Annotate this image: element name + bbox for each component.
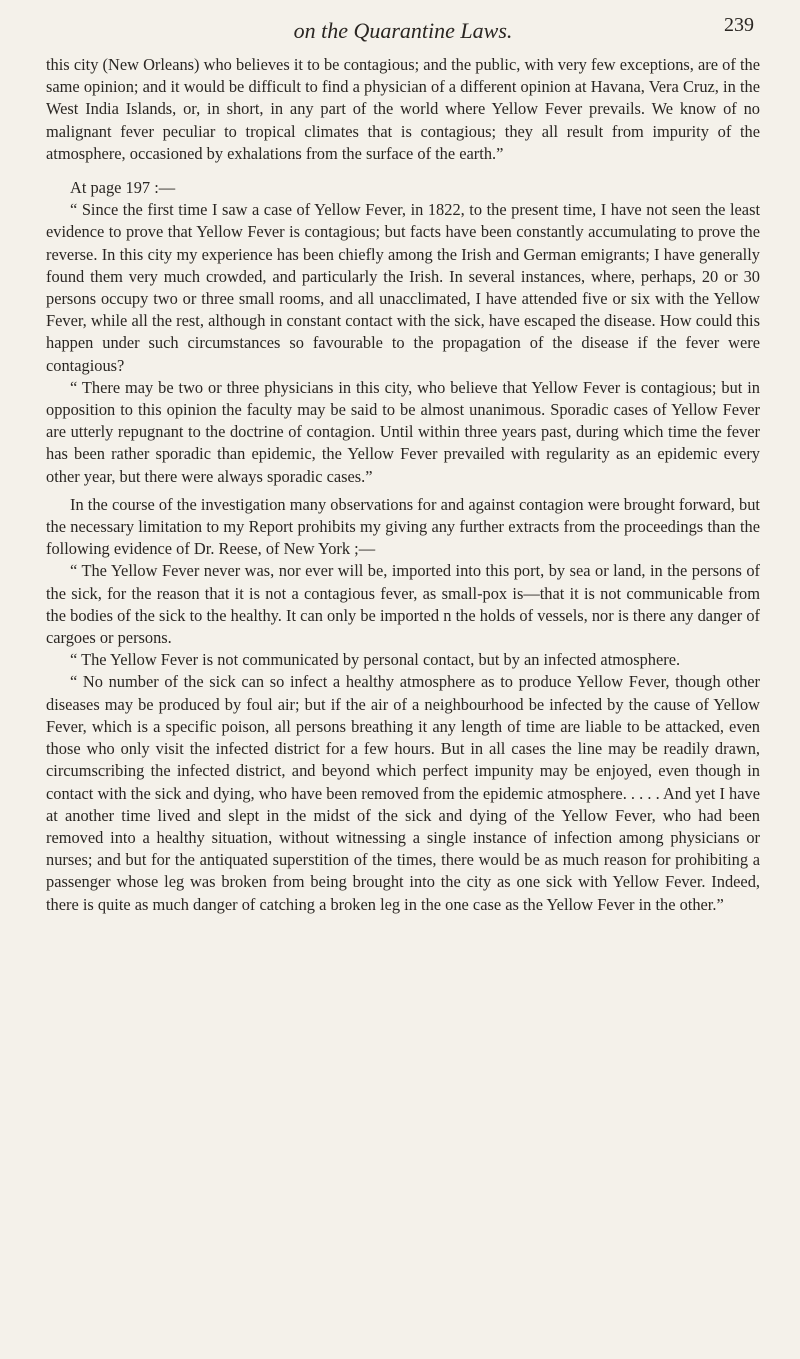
page-header xyxy=(46,14,760,54)
running-head: on the Quarantine Laws. xyxy=(293,18,513,43)
paragraph-quote-reese-contact: “ The Yellow Fever is not communicated by personal contact, but by an infected atmosphere. xyxy=(70,650,681,670)
body-text xyxy=(46,54,760,916)
paragraph-continuation: this city (New Orleans) who believes it to be contagious; and the public, with very few exceptions, are of the same opinion; and it would be difficult to find a physician of a different opinion at Havana, Vera Cruz, in the West India Islands, or, in short, in any part of the world where Yellow Fever prevails. We know of no malignant fever peculiar to tropical climates that is contagious; they all result from impurity of the atmosphere, occasioned by exhalations from the surface of the earth.” xyxy=(46,55,760,163)
paragraph-page-reference: At page 197 :— xyxy=(70,178,176,198)
paragraph-investigation: In the course of the investigation many observations for and against contagion were brought forward, but the necessary limitation to my Report prohibits my giving any further extracts from the proceedings than the following evidence of Dr. Reese, of New York ;— xyxy=(46,494,760,559)
paragraph-quote-reese-import: “ The Yellow Fever never was, nor ever will be, imported into this port, by sea or land, in the persons of the sick, for the reason that it is not a contagious fever, as small-pox is—that it is not communicable from the bodies of the sick to the healthy. It can only be imported n the holds of vessels, nor is there any danger of cargoes or persons. xyxy=(46,561,760,648)
paragraph-quote-physicians: “ There may be two or three physicians in this city, who believe that Yellow Fever is contagious; but in opposition to this opinion the faculty may be said to be almost unanimous. Sporadic cases of Yellow Fever are utterly repugnant to the doctrine of contagion. Until within three years past, during which time the fever has been rather sporadic than epidemic, the Yellow Fever prevailed with regularity as an epidemic every other year, but there were always sporadic cases.” xyxy=(46,377,760,486)
paragraph-quote-reese-atmosphere: “ No number of the sick can so infect a healthy atmosphere as to produce Yellow Fever, though other diseases may be produced by foul air; but if the air of a neighbourhood be infected by the cause of Yellow Fever, which is a specific poison, all persons breathing it any length of time are liable to be attacked, even those who only visit the infected district for a few hours. But in all cases the line may be readily drawn, circumscribing the infected district, and beyond which perfect impunity may be enjoyed, even though in contact with the sick and dying, who have been removed from the epidemic atmosphere. . . . . And yet I have at another time lived and slept in the midst of the sick and dying of the Yellow Fever, who had been removed into a healthy situation, without witnessing a single instance of infection among physicians or nurses; and but for the antiquated superstition of the times, there would be as much reason for prohibiting a passenger whose leg was broken from being brought into the city as one sick with Yellow Fever. Indeed, there is quite as much danger of catching a broken leg in the one case as the Yellow Fever in the other.” xyxy=(46,672,760,914)
page-number: 239 xyxy=(724,14,754,36)
paragraph-quote-since: “ Since the first time I saw a case of Yellow Fever, in 1822, to the present time, I have not seen the least evidence to prove that Yellow Fever is contagious; but facts have been constantly accumulating to prove the reverse. In this city my experience has been chiefly among the Irish and German emigrants; I have generally found them very much crowded, and particularly the Irish. In several instances, where, perhaps, 20 or 30 persons occupy two or three small rooms, and all unacclimated, I have attended five or six with the Yellow Fever, while all the rest, although in constant contact with the sick, have escaped the disease. How could this happen under such circumstances so favourable to the propagation of the disease if the fever were contagious? xyxy=(46,200,760,375)
